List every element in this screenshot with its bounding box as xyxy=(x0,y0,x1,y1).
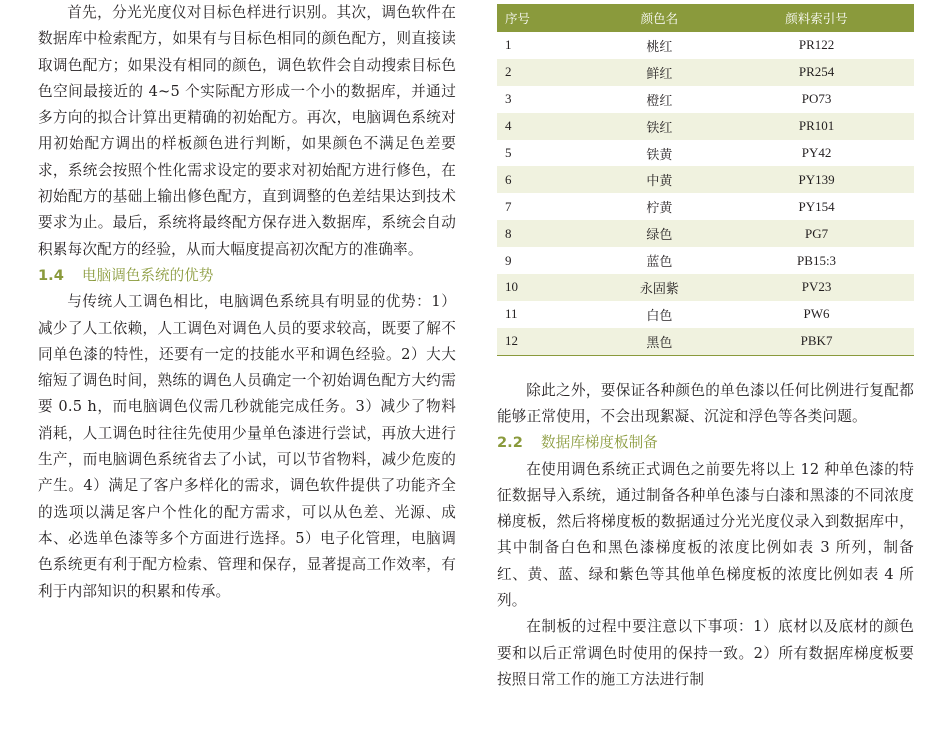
table-cell: PR254 xyxy=(719,59,914,86)
section-title: 数据库梯度板制备 xyxy=(541,434,658,452)
table-header-row xyxy=(497,4,914,32)
table-cell: PB15:3 xyxy=(797,252,837,268)
table-cell: PO73 xyxy=(801,91,832,107)
body-paragraph: 在使用调色系统正式调色之前要先将以上 12 种单色漆的特征数据导入系统，通过制备各种单色漆与白漆和黑漆的不同浓度梯度板，然后将梯度板的数据通过分光光度仪录入到数据库中，其中制备白色和黑色漆梯度板的浓度比例如表 3 所列，制备红、黄、蓝、绿和紫色等其他单色梯度板的浓度比例如表 4 所列。 xyxy=(497,460,914,610)
table-cell: 1 xyxy=(505,37,512,53)
table-cell: 绿色 xyxy=(600,220,719,247)
table-cell: PR122 xyxy=(798,37,835,53)
table-cell: 9 xyxy=(505,252,512,268)
table-row xyxy=(497,220,914,247)
pigment-table xyxy=(497,4,914,356)
body-paragraph: 与传统人工调色相比，电脑调色系统具有明显的优势：1）减少了人工依赖，人工调色对调色人员的要求较高，既要了解不同单色漆的特性，还要有一定的技能水平和调色经验。2）大大缩短了调色时间，熟练的调色人员确定一个初始调色配方大约需要 0.5 h，而电脑调色仪需几秒就能完成任务。3）减少了物料消耗，人工调色时往往先使用少量单色漆进行尝试，再放大进行生产，而电脑调色系统省去了小试，可以节省物料，减少危废的产生。4）满足了客户多样化的需求，调色软件提供了功能齐全的选项以满足客户个性化的配方需求，可以从色差、光源、成本、必选单色漆等多个方面进行选择。5）电子化管理，电脑调色系统更有利于配方检索、管理和保存，显著提高工作效率，有利于内部知识的积累和传承。 xyxy=(38,293,456,600)
table-header-cell: 颜料索引号 xyxy=(719,4,914,32)
table-row xyxy=(497,113,914,140)
table-cell: PG7 xyxy=(719,220,914,247)
table-cell: 6 xyxy=(497,166,600,193)
section-heading xyxy=(497,430,914,456)
table-cell: 2 xyxy=(497,59,600,86)
table-cell: 3 xyxy=(505,91,512,107)
table-cell: 永固紫 xyxy=(600,274,719,301)
table-cell: 中黄 xyxy=(600,166,719,193)
table-cell: PBK7 xyxy=(719,328,914,355)
table-row xyxy=(497,86,914,113)
table-cell: 12 xyxy=(497,328,600,355)
body-paragraph: 在制板的过程中要注意以下事项：1）底材以及底材的颜色要和以后正常调色时使用的保持一致。2）所有数据库梯度板要按照日常工作的施工方法进行制 xyxy=(497,618,914,688)
table-row xyxy=(497,247,914,274)
table-row xyxy=(497,301,914,328)
table-cell: 黑色 xyxy=(600,328,719,355)
table-cell: PY42 xyxy=(801,145,832,160)
table-row xyxy=(497,328,914,355)
table-row xyxy=(497,166,914,193)
section-heading xyxy=(38,263,456,289)
table-cell: 5 xyxy=(505,145,512,160)
table-cell: PY139 xyxy=(719,166,914,193)
table-cell: PV23 xyxy=(719,274,914,301)
table-cell: 铁黄 xyxy=(646,146,673,162)
table-cell: 橙红 xyxy=(646,92,673,108)
section-number: 1.4 xyxy=(38,266,64,284)
table-cell: 桃红 xyxy=(646,38,673,54)
table-row xyxy=(497,274,914,301)
table-row xyxy=(497,32,914,59)
left-column xyxy=(38,0,456,605)
table-cell: 8 xyxy=(497,220,600,247)
table-cell: 柠黄 xyxy=(646,200,673,216)
table-header-cell: 颜色名 xyxy=(600,4,719,32)
table-cell: 4 xyxy=(497,113,600,140)
body-paragraph: 首先，分光光度仪对目标色样进行识别。其次，调色软件在数据库中检索配方，如果有与目标色相同的颜色配方，则直接读取调色配方；如果没有相同的颜色，调色软件会自动搜索目标色色空间最接近的 4~5 个实际配方形成一个小的数据库，并通过多方向的拟合计算出更精确的初始配方。再次，电脑调色系统对用初始配方调出的样板颜色进行判断，如果颜色不满足色差要求，系统会按照个性化需求设定的要求对初始配方进行修色，在初始配方的基础上输出修色配方，直到调整的色差结果达到技术要求为止。最后，系统将最终配方保存进入数据库，系统会自动积累每次配方的经验，从而大幅度提高初次配方的准确率。 xyxy=(38,4,456,258)
table-cell: 11 xyxy=(505,306,518,322)
table-row xyxy=(497,193,914,220)
table-cell: 7 xyxy=(505,198,512,214)
table-cell: 鲜红 xyxy=(600,59,719,86)
section-number: 2.2 xyxy=(497,434,523,452)
table-cell: PY154 xyxy=(798,198,835,214)
table-cell: 蓝色 xyxy=(646,254,673,270)
table-cell: PR101 xyxy=(719,113,914,140)
section-title: 电脑调色系统的优势 xyxy=(82,266,214,284)
table-cell: PW6 xyxy=(803,306,830,322)
table-row xyxy=(497,59,914,86)
table-cell: 铁红 xyxy=(600,113,719,140)
spacer xyxy=(497,356,914,378)
table-row xyxy=(497,140,914,167)
table-cell: 白色 xyxy=(646,307,673,323)
table-header-cell: 序号 xyxy=(497,4,600,32)
table-cell: 10 xyxy=(497,274,600,301)
right-column xyxy=(497,0,914,693)
body-paragraph: 除此之外，要保证各种颜色的单色漆以任何比例进行复配都能够正常使用，不会出现絮凝、沉淀和浮色等各类问题。 xyxy=(497,381,914,425)
